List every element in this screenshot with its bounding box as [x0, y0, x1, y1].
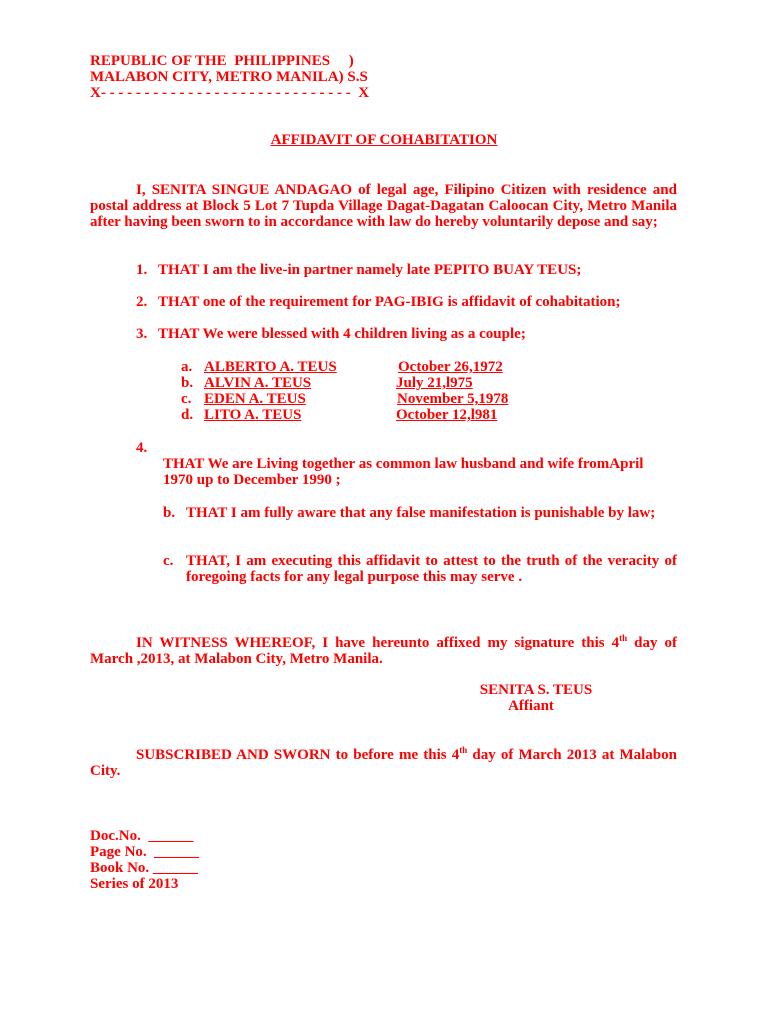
list-item-4-number: 4.	[136, 440, 148, 456]
sworn-paragraph	[90, 747, 677, 779]
child-birthdate: July 21,l975	[396, 375, 473, 391]
header-divider: X- - - - - - - - - - - - - - - - - - - - - - - - - - - - - X	[90, 85, 370, 101]
child-name: ALVIN A. TEUS	[204, 375, 312, 391]
sworn-text-end: day of March 2013 at Malabon City.	[90, 747, 677, 779]
sworn-ordinal: th	[459, 745, 468, 755]
list-item-4-text: THAT We are Living together as common law husband and wife fromApril 1970 up to December 1990 ;	[163, 456, 644, 488]
subitem-c-text: THAT, I am executing this affidavit to attest to the truth of the veracity of foregoing facts for any legal purpose this may serve .	[186, 553, 677, 585]
child-name: EDEN A. TEUS	[204, 391, 306, 407]
document-title-text: AFFIDAVIT OF COHABITATION	[270, 132, 498, 148]
child-letter: a.	[181, 359, 193, 375]
list-item-3	[136, 326, 526, 342]
page-number: Page No. ______	[90, 844, 200, 860]
list-item-text: THAT one of the requirement for PAG-IBIG is affidavit of cohabitation;	[158, 294, 621, 310]
child-birthdate: October 26,1972	[398, 359, 503, 375]
child-name: LITO A. TEUS	[204, 407, 302, 423]
affiant-name: SENITA S. TEUS	[479, 682, 593, 698]
witness-paragraph	[90, 635, 677, 667]
witness-text-end: day of March ,2013, at Malabon City, Metro Manila.	[90, 635, 677, 667]
list-item-number: 1.	[136, 262, 148, 278]
list-item-text: THAT We were blessed with 4 children living as a couple;	[158, 326, 526, 342]
list-item-number: 2.	[136, 294, 148, 310]
child-letter: b.	[181, 375, 194, 391]
witness-text: IN WITNESS WHEREOF, I have hereunto affixed my signature this 4	[136, 635, 620, 651]
child-letter: c.	[181, 391, 192, 407]
list-item-text: THAT I am the live-in partner namely late PEPITO BUAY TEUS;	[158, 262, 582, 278]
child-birthdate: October 12,l981	[396, 407, 498, 423]
list-item-2	[136, 294, 621, 310]
list-item-1	[136, 262, 581, 278]
document-title	[0, 132, 768, 148]
child-birthdate: November 5,1978	[397, 391, 509, 407]
doc-number: Doc.No. ______	[90, 828, 194, 844]
sworn-text: SUBSCRIBED AND SWORN to before me this 4	[136, 747, 460, 763]
child-name: ALBERTO A. TEUS	[204, 359, 337, 375]
list-item-number: 3.	[136, 326, 148, 342]
intro-paragraph: I, SENITA SINGUE ANDAGAO of legal age, Filipino Citizen with residence and postal address at Block 5 Lot 7 Tupda Village Dagat-Dagatan Caloocan City, Metro Manila after having been sworn to in accordance with law do hereby voluntarily depose and say;	[90, 182, 677, 230]
series-year: Series of 2013	[90, 876, 179, 892]
book-number: Book No. ______	[90, 860, 198, 876]
header-city: MALABON CITY, METRO MANILA) S.S	[90, 69, 368, 85]
header-republic: REPUBLIC OF THE PHILIPPINES )	[90, 53, 354, 69]
affiant-role: Affiant	[508, 698, 554, 714]
subitem-b-text: THAT I am fully aware that any false manifestation is punishable by law;	[186, 505, 656, 521]
subitem-b-letter: b.	[163, 505, 176, 521]
child-letter: d.	[181, 407, 194, 423]
subitem-c-letter: c.	[163, 553, 174, 569]
witness-ordinal: th	[619, 633, 628, 643]
